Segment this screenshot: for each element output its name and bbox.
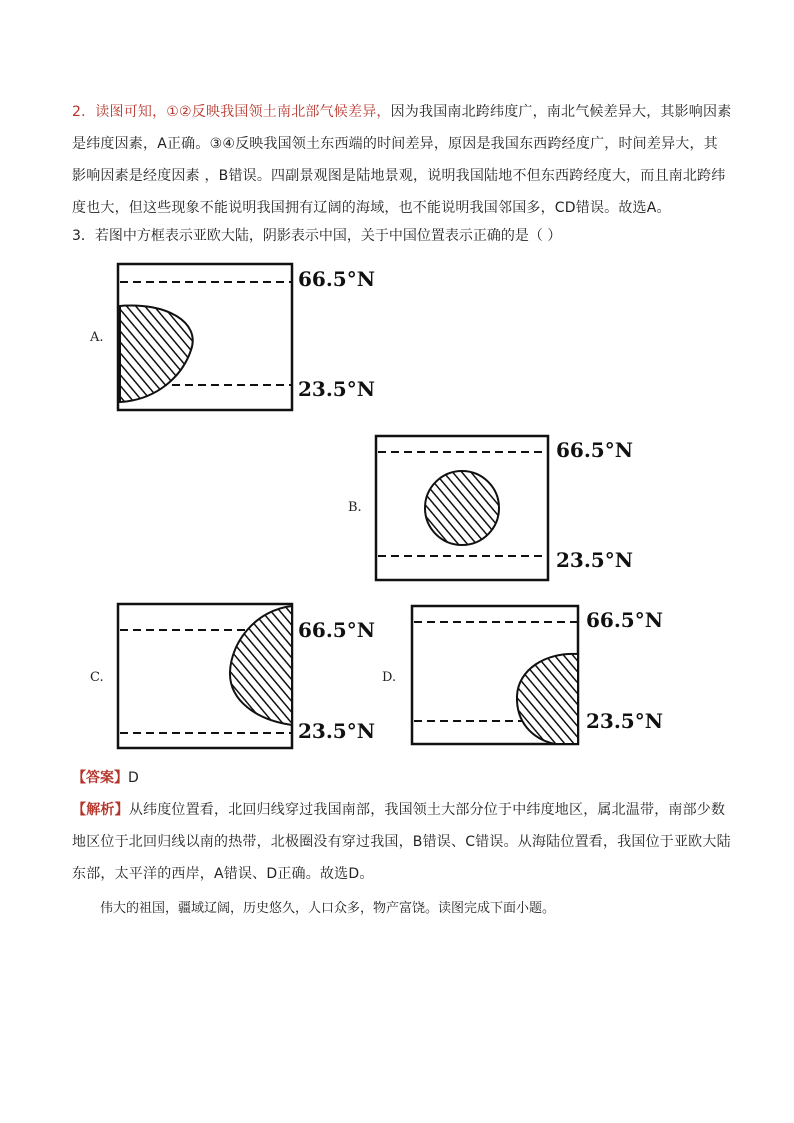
q2-explanation-body: 因为我国南北跨纬度广，南北气候差异大，其影响因素是纬度因素，A正确。③④反映我国领土东西端的时间差异，原因是我国东西跨经度广，时间差异大，其影响因素是经度因素 ，B错误。四副景观图是陆地景观，说明我国陆地不但东西跨经度大，而且南北跨纬度也大，但这些现象不能说明我国拥有辽阔的海域，也不能说明我国邻国多，CD错误。故选A。 xyxy=(72,104,732,216)
option-b-bottom-latitude: 23.5°N xyxy=(556,548,633,572)
option-d-top-latitude: 66.5°N xyxy=(586,608,663,632)
answer-value: D xyxy=(128,770,139,786)
option-d-label: D. xyxy=(382,670,397,685)
next-question-intro: 伟大的祖国，疆域辽阔，历史悠久，人口众多，物产富饶。读图完成下面小题。 xyxy=(100,901,556,916)
option-b-top-latitude: 66.5°N xyxy=(556,438,633,462)
option-d-diagram xyxy=(410,604,582,746)
option-a-label: A. xyxy=(90,330,104,345)
option-c-label: C. xyxy=(90,670,104,685)
option-c-diagram xyxy=(116,602,296,750)
option-a-diagram xyxy=(116,262,296,412)
q3-stem: 3．若图中方框表示亚欧大陆，阴影表示中国，关于中国位置表示正确的是（ ） xyxy=(72,228,562,244)
option-d-bottom-latitude: 23.5°N xyxy=(586,709,663,733)
option-c-bottom-latitude: 23.5°N xyxy=(298,719,375,743)
q2-explanation xyxy=(72,96,732,224)
analysis-block xyxy=(72,794,732,890)
option-b-diagram xyxy=(374,434,552,582)
analysis-text: 从纬度位置看，北回归线穿过我国南部，我国领土大部分位于中纬度地区，属北温带，南部少数地区位于北回归线以南的热带，北极圈没有穿过我国，B错误、C错误。从海陆位置看，我国位于亚欧大陆东部，太平洋的西岸，A错误、D正确。故选D。 xyxy=(72,802,731,882)
q2-explanation-lead: 2．读图可知，①②反映我国领土南北部气候差异， xyxy=(72,104,391,120)
option-a-bottom-latitude: 23.5°N xyxy=(298,377,375,401)
option-a-top-latitude: 66.5°N xyxy=(298,267,375,291)
option-b-label: B. xyxy=(348,500,362,515)
answer-tag: 【答案】 xyxy=(72,770,128,786)
option-c-top-latitude: 66.5°N xyxy=(298,618,375,642)
analysis-tag: 【解析】 xyxy=(72,802,129,818)
answer-line xyxy=(72,762,139,794)
